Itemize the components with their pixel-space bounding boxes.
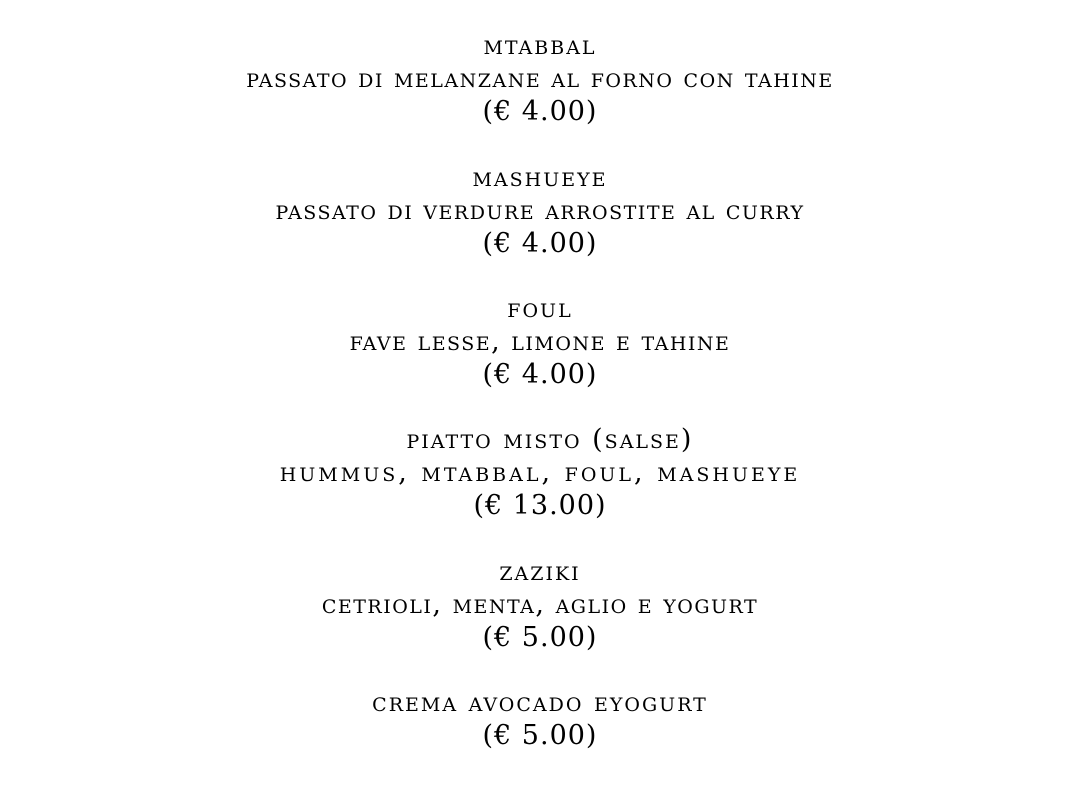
item-name-foul: foul — [507, 293, 573, 324]
item-description-piatto-misto: hummus, mtabbal, foul, mashueye — [279, 457, 801, 488]
item-price-mtabbal: (€ 4.00) — [482, 96, 598, 127]
item-price-foul: (€ 4.00) — [482, 359, 598, 390]
item-name-zaziki: zaziki — [499, 556, 581, 587]
item-name-piatto-misto: piatto misto (salse) — [406, 424, 694, 455]
item-name-mtabbal: mtabbal — [483, 30, 597, 61]
item-description-foul: fave lesse, limone e tahine — [349, 326, 731, 357]
item-description-mashueye: passato di verdure arrostite al curry — [275, 195, 805, 226]
item-name-mashueye: mashueye — [472, 162, 608, 193]
item-price-crema-avocado: (€ 5.00) — [482, 720, 598, 751]
item-price-mashueye: (€ 4.00) — [482, 228, 598, 259]
item-description-zaziki: cetrioli, menta, aglio e yogurt — [321, 589, 759, 620]
item-price-piatto-misto: (€ 13.00) — [473, 490, 607, 521]
item-name-crema-avocado: crema avocado eyogurt — [372, 687, 708, 718]
item-description-mtabbal: passato di melanzane al forno con tahine — [246, 63, 834, 94]
item-price-zaziki: (€ 5.00) — [482, 622, 598, 653]
